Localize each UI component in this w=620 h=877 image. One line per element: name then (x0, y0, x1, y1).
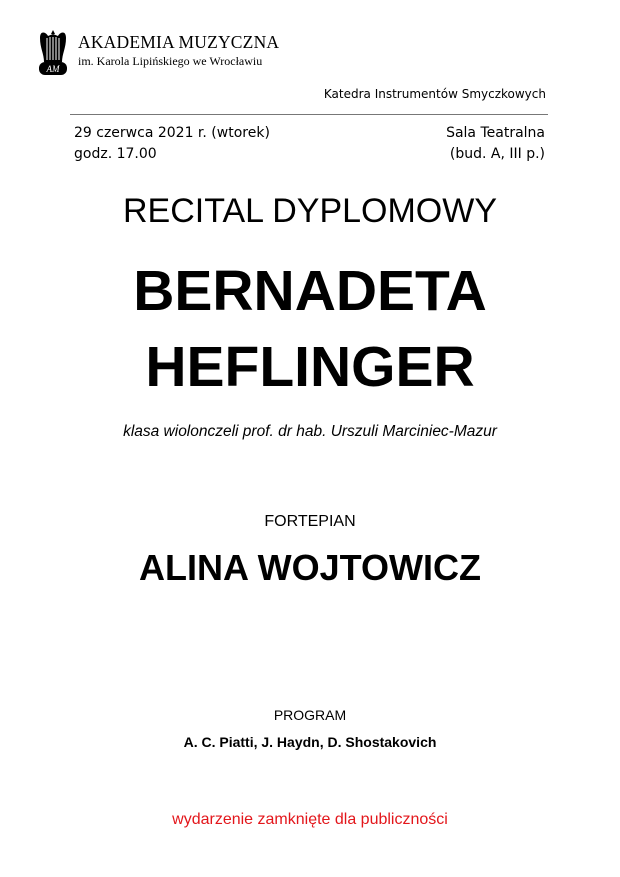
class-description: klasa wiolonczeli prof. dr hab. Urszuli Marciniec-Mazur (123, 423, 497, 440)
program-composers: A. C. Piatti, J. Haydn, D. Shostakovich (183, 734, 437, 750)
program-label: PROGRAM (273, 707, 347, 723)
performer-first-name: BERNADETA (133, 259, 487, 323)
event-date: 29 czerwca 2021 r. (wtorek) (74, 125, 270, 141)
performer-last-name: HEFLINGER (145, 335, 475, 399)
event-venue: Sala Teatralna (446, 125, 545, 141)
svg-text:AM: AM (46, 64, 60, 74)
pianist-name: ALINA WOJTOWICZ (139, 547, 481, 588)
event-time: godz. 17.00 (74, 146, 157, 162)
recital-title: RECITAL DYPLOMOWY (122, 192, 498, 230)
academy-name: AKADEMIA MUZYCZNA (78, 32, 280, 52)
lyre-icon (36, 28, 70, 76)
department-name: Katedra Instrumentów Smyczkowych (323, 87, 546, 101)
academy-subtitle: im. Karola Lipińskiego we Wrocławiu (78, 54, 263, 68)
piano-label: FORTEPIAN (264, 513, 356, 530)
closed-event-notice: wydarzenie zamknięte dla publiczności (172, 811, 448, 828)
event-venue-detail: (bud. A, III p.) (449, 146, 545, 162)
header-divider (70, 114, 548, 115)
